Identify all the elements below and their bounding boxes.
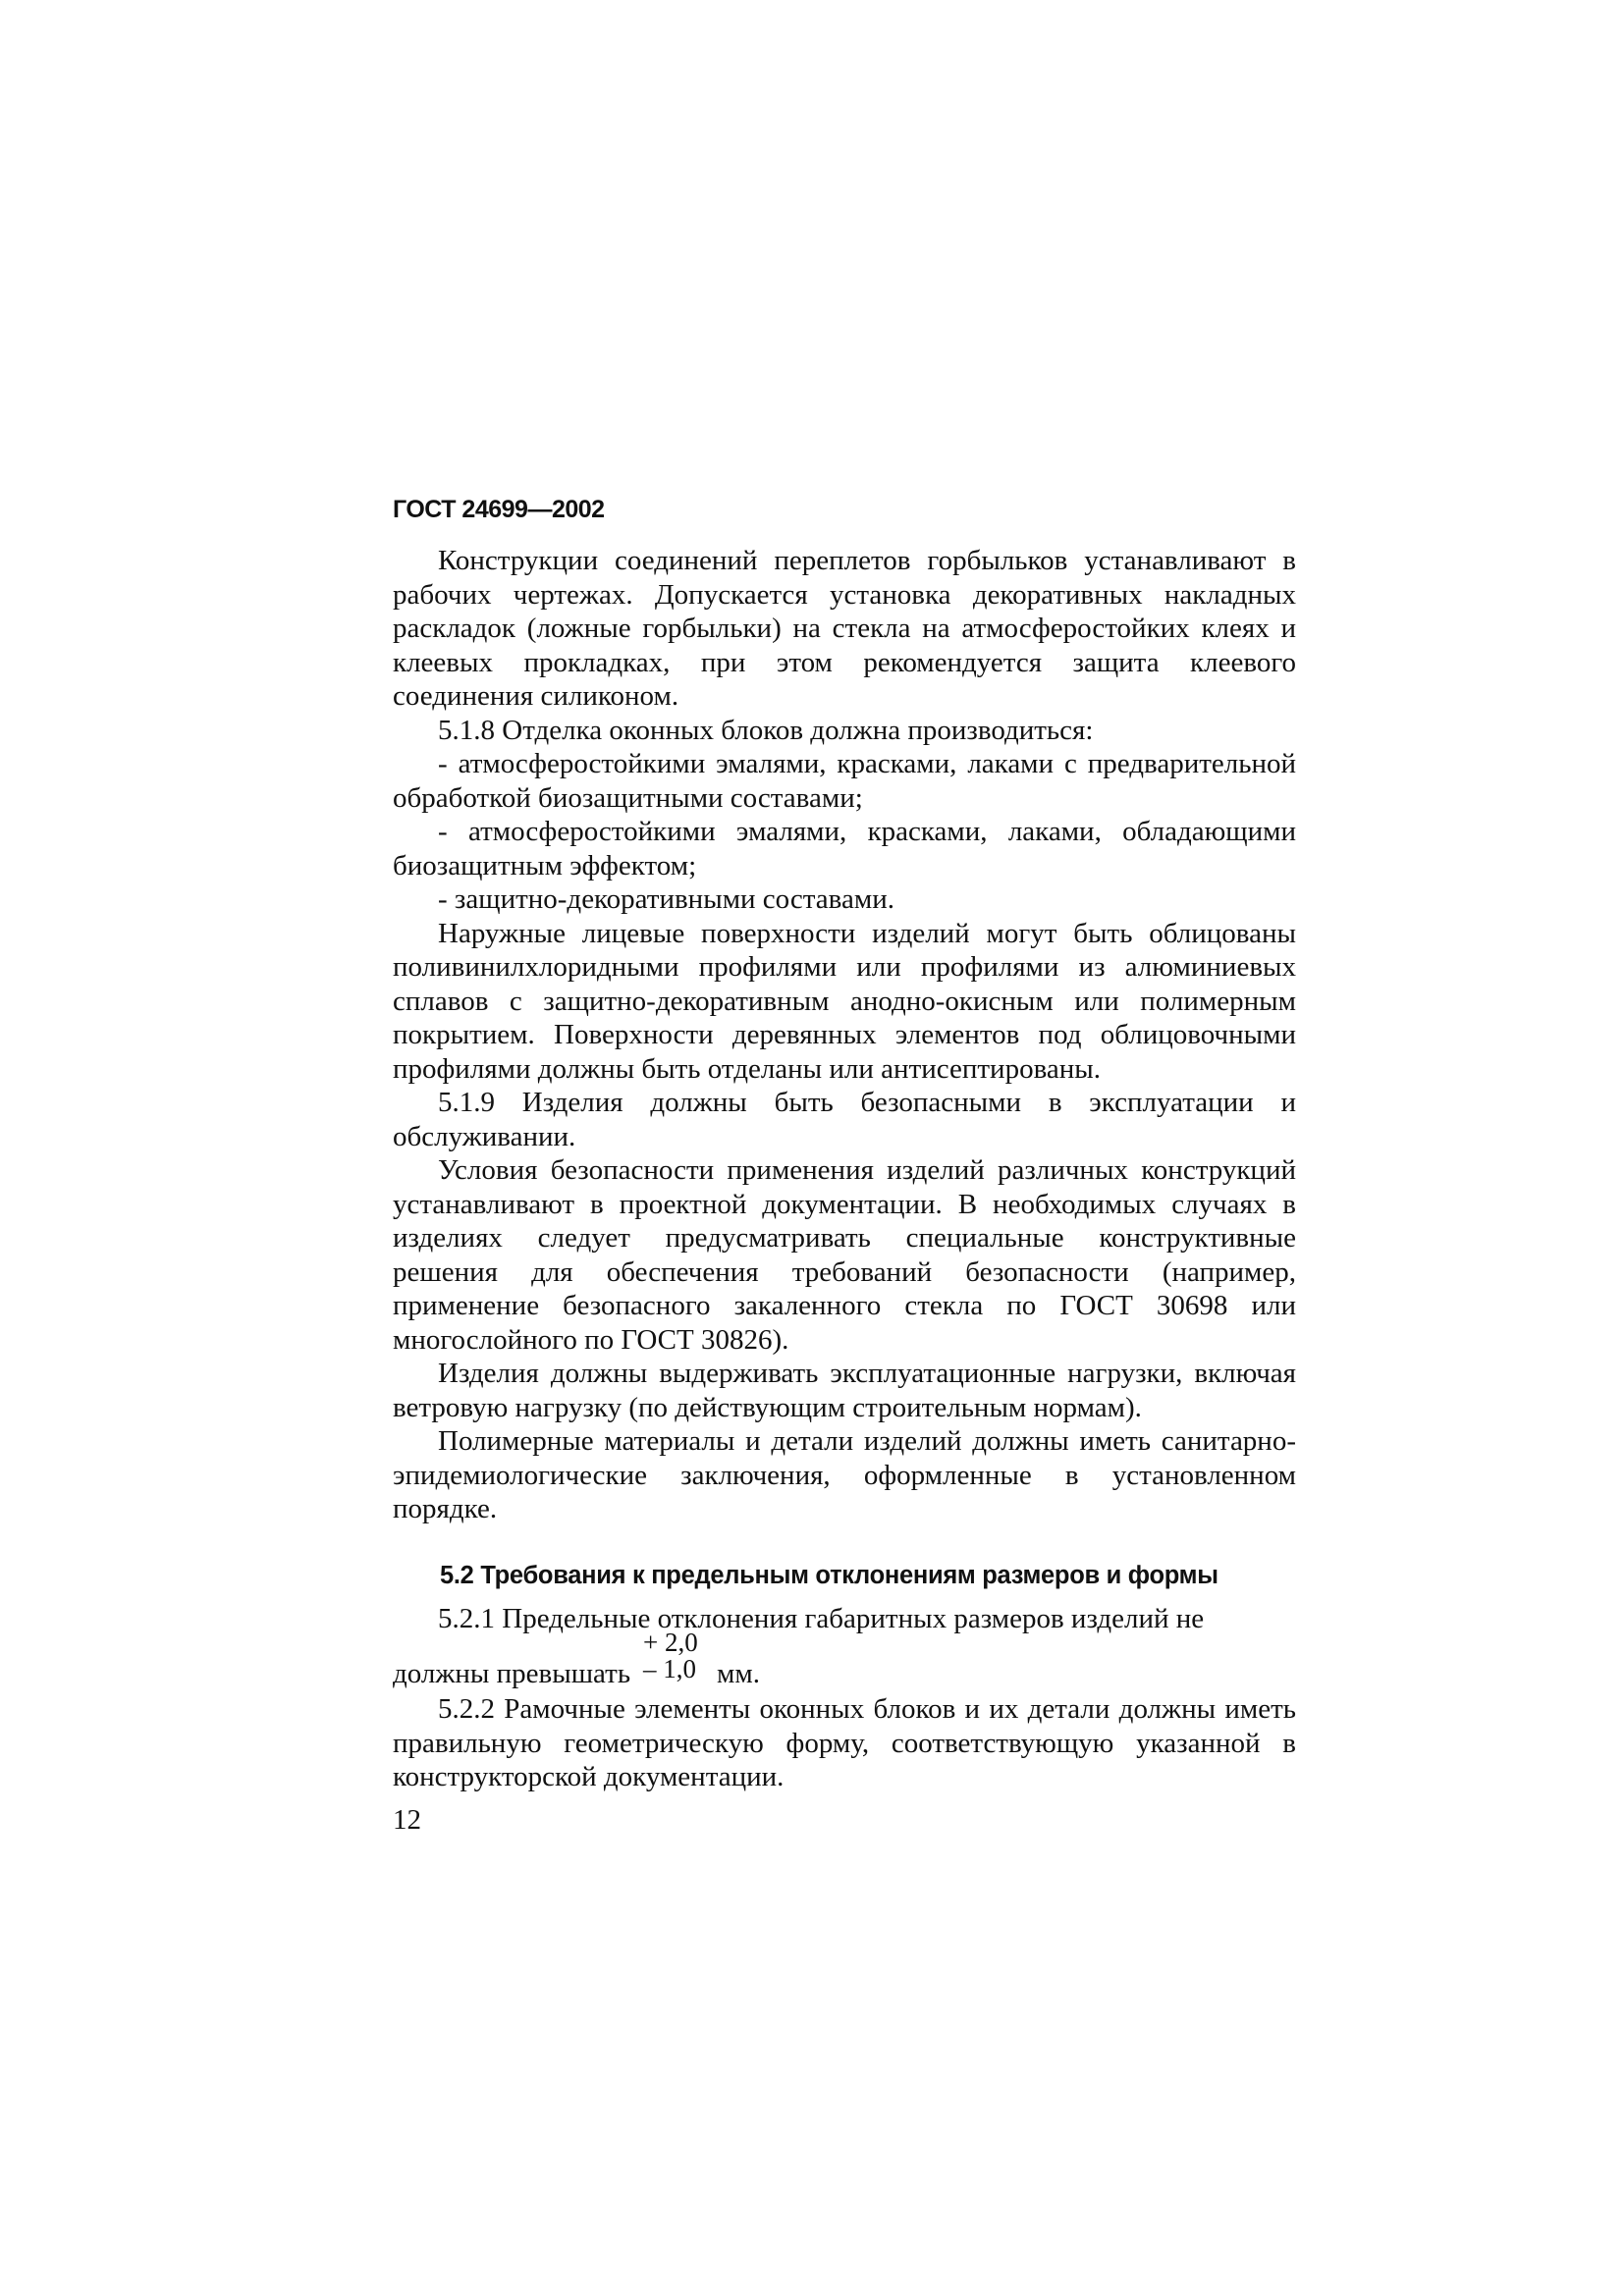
body-text <box>393 544 1296 1794</box>
paragraph-519: 5.1.9 Изделия должны быть безопасными в эксплуатации и обслуживании. <box>393 1087 1296 1152</box>
running-head: ГОСТ 24699—2002 <box>393 496 605 523</box>
paragraph-521: 5.2.1 Предельные отклонения габаритных размеров изделий не <box>438 1602 1205 1634</box>
list-item-enamels-biotreatment: - атмосферостойкими эмалями, красками, лаками с предварительной обработкой биозащитными составами; <box>393 748 1296 814</box>
section-title-5-2: 5.2 Требования к предельным отклонениям размеров и формы <box>440 1561 1218 1589</box>
paragraph-polymer-materials: Полимерные материалы и детали изделий должны иметь санитарно-эпидемиологические заключения, оформленные в установленном порядке. <box>393 1425 1296 1524</box>
paragraph-518: 5.1.8 Отделка оконных блоков должна производиться: <box>438 714 1094 746</box>
page-number: 12 <box>393 1803 421 1836</box>
tolerance-stack <box>643 1629 698 1682</box>
paragraph-522: 5.2.2 Рамочные элементы оконных блоков и их детали должны иметь правильную геометрическую форму, соответствующую указанной в конструкторской документации. <box>393 1693 1296 1792</box>
tolerance-upper: + 2,0 <box>643 1628 698 1657</box>
list-item-enamels-bioeffect: - атмосферостойкими эмалями, красками, лаками, обладающими биозащитным эффектом; <box>393 816 1296 881</box>
paragraph-safety-conditions: Условия безопасности применения изделий различных конструкций устанавливают в проектной документации. В необходимых случаях в изделиях следует предусматривать специальные конструктивные решения для обеспечения требований безопасности (например, применение безопасного закаленного стекла по ГОСТ 30698 или многослойного по ГОСТ 30826). <box>393 1154 1296 1356</box>
paragraph-cladding: Наружные лицевые поверхности изделий могут быть облицованы поливинилхлоридными профилями или профилями из алюминиевых сплавов с защитно-декоративным анодно-окисным или полимерным покрытием. Поверхности деревянных элементов под облицовочными профилями должны быть отделаны или антисептированы. <box>393 917 1296 1085</box>
tolerance-unit: мм. <box>717 1658 760 1689</box>
document-page <box>393 496 1296 1837</box>
paragraph-loads: Изделия должны выдерживать эксплуатационные нагрузки, включая ветровую нагрузку (по действующим строительным нормам). <box>393 1358 1296 1423</box>
paragraph-joints: Конструкции соединений переплетов горбыльков устанавливают в рабочих чертежах. Допускается установка декоративных накладных раскладок (ложные горбыльки) на стекла на атмосферостойких клеях и клеевых прокладках, при этом рекомендуется защита клеевого соединения силиконом. <box>393 545 1296 712</box>
tolerance-lower: – 1,0 <box>643 1654 696 1683</box>
tolerance-line <box>393 1628 1296 1692</box>
tolerance-lead: должны превышать <box>393 1658 631 1689</box>
list-item-protective-compositions: - защитно-декоративными составами. <box>438 883 894 915</box>
